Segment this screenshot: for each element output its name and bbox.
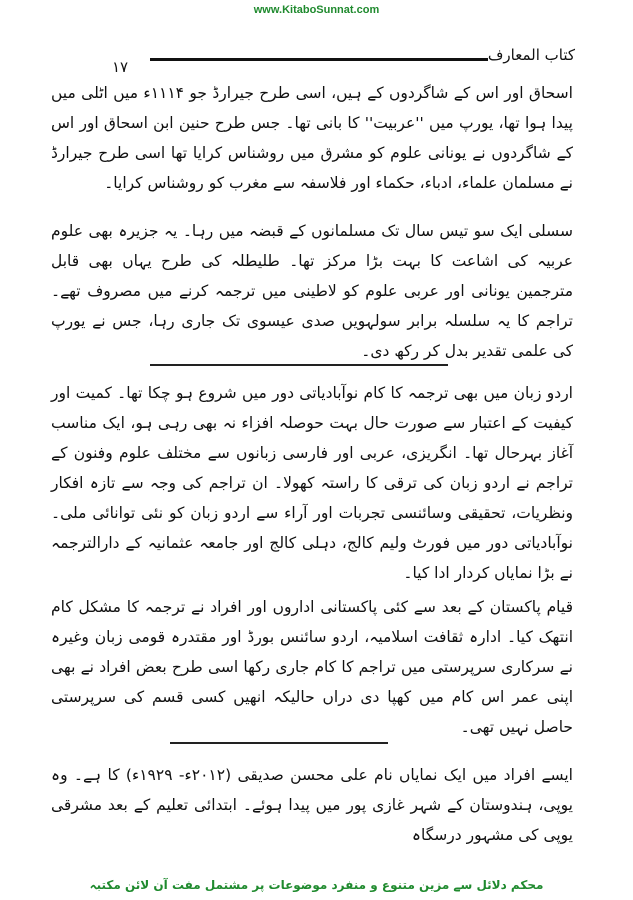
paragraph-1: اسحاق اور اس کے شاگردوں کے ہیں، اسی طرح جیرارڈ جو ۱۱۱۴ء میں اٹلی میں پیدا ہوا تھا، یورپ میں ''عربیت'' کا بانی تھا۔ جس طرح حنین ابن اسحاق اور اس کے شاگردوں نے یونانی علوم کو مشرق میں روشناس کرایا تھا اسی طرح جیرارڈ نے مسلمان علماء، ادباء، حکماء اور فلاسفہ سے مغرب کو روشناس کرایا۔ [51, 84, 573, 192]
section-divider [170, 742, 388, 744]
page-number: ۱۷ [112, 58, 129, 76]
paragraph-4: قیام پاکستان کے بعد سے کئی پاکستانی اداروں اور افراد نے ترجمہ کا مشکل کام انتھک کیا۔ ادارہ ثقافت اسلامیہ، اردو سائنس بورڈ اور مقتدرہ قومی زبان وغیرہ نے سرکاری سرپرستی میں تراجم کا کام جاری رکھا اسی طرح بعض افراد نے بھی اپنی عمر اس کام میں کھپا دی دراں حالیکہ انھیں کسی قسم کی سرپرستی حاصل نہیں تھی۔ [51, 598, 573, 736]
section-divider [150, 364, 448, 366]
paragraph-5: ایسے افراد میں ایک نمایاں نام علی محسن صدیقی (۲۰۱۲ء- ۱۹۲۹ء) کا ہے۔ وہ یوپی، ہندوستان کے شہر غازی پور میں پیدا ہوئے۔ ابتدائی تعلیم کے بعد مشرقی یوپی کی مشہور درسگاہ [51, 766, 573, 844]
running-title: کتاب المعارف [487, 46, 575, 64]
paragraph-3: اردو زبان میں بھی ترجمہ کا کام نوآبادیاتی دور میں شروع ہو چکا تھا۔ کمیت اور کیفیت کے اعتبار سے صورت حال بہت حوصلہ افزاء نہ بھی رہی ہو، ایک مناسب آغاز بہرحال تھا۔ انگریزی، عربی اور فارسی زبانوں سے مختلف علوم وفنون کے تراجم نے اردو زبان کی ترقی کا راستہ کھولا۔ ان تراجم کی وجہ سے تازہ افکار ونظریات، تحقیقی وسائنسی تجربات اور آراء سے اردو زبان کو نئی توانائی ملی۔ نوآبادیاتی دور میں فورٹ ولیم کالج، دہلی کالج اور جامعہ عثمانیہ کے دارالترجمہ نے بڑا نمایاں کردار ادا کیا۔ [51, 384, 573, 582]
header-rule [150, 58, 488, 61]
watermark-bottom: محکم دلائل سے مزین متنوع و منفرد موضوعات پر مشتمل مفت آن لائن مکتبہ [89, 878, 544, 892]
watermark-top: www.KitaboSunnat.com [253, 4, 380, 16]
paragraph-2: سسلی ایک سو تیس سال تک مسلمانوں کے قبضہ میں رہا۔ یہ جزیرہ بھی علوم عربیہ کی اشاعت کا بہت بڑا مرکز تھا۔ طلیطلہ کی طرح یہاں بھی قابل مترجمین یونانی اور عربی علوم کو لاطینی میں ترجمہ کرنے میں مصروف تھے۔ تراجم کا یہ سلسلہ برابر سولہویں صدی عیسوی تک جاری رہا، جس نے یورپ کی علمی تقدیر بدل کر رکھ دی۔ [51, 222, 573, 360]
